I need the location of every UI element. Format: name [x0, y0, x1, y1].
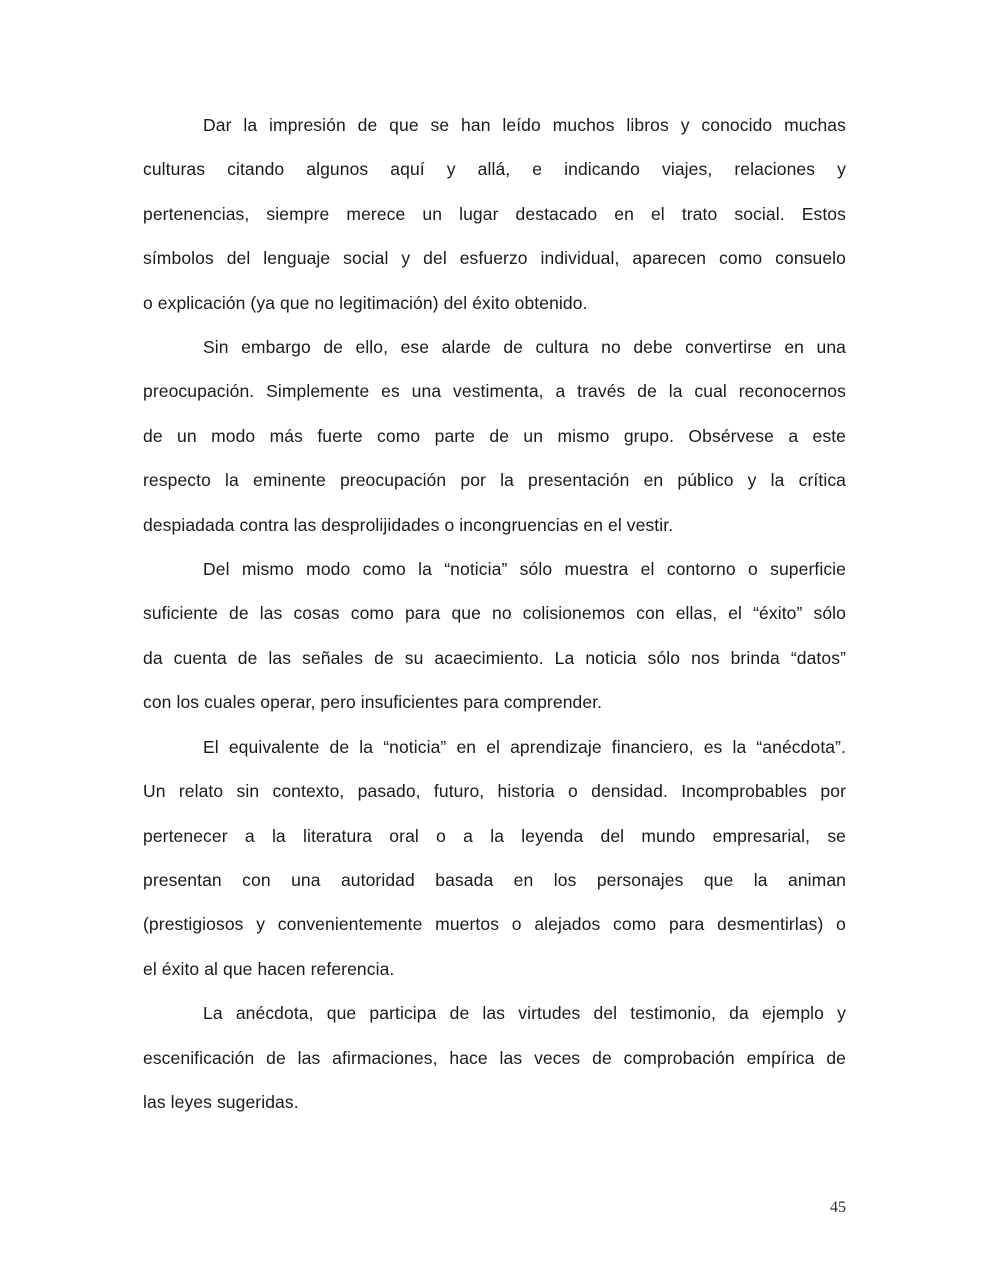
text-line: despiadada contra las desprolijidades o incongruencias en el vestir. — [143, 514, 674, 535]
text-line: El equivalente de la “noticia” en el aprendizaje financiero, es la “anécdota”. — [203, 736, 846, 757]
paragraph — [143, 991, 846, 1124]
text-line: o explicación (ya que no legitimación) del éxito obtenido. — [143, 292, 588, 313]
text-line: presentan con una autoridad basada en los personajes que la animan — [143, 869, 846, 890]
text-line: preocupación. Simplemente es una vestimenta, a través de la cual reconocernos — [143, 381, 846, 402]
text-line: suficiente de las cosas como para que no colisionemos con ellas, el “éxito” sólo — [143, 603, 846, 624]
paragraph — [143, 725, 846, 991]
text-line: las leyes sugeridas. — [143, 1091, 299, 1112]
text-line: da cuenta de las señales de su acaecimiento. La noticia sólo nos brinda “datos” — [143, 647, 846, 668]
text-line: pertenencias, siempre merece un lugar destacado en el trato social. Estos — [143, 203, 846, 224]
text-line: escenificación de las afirmaciones, hace las veces de comprobación empírica de — [143, 1047, 846, 1068]
page-body — [143, 103, 846, 1124]
text-line: respecto la eminente preocupación por la presentación en público y la crítica — [143, 470, 846, 491]
text-line: con los cuales operar, pero insuficientes para comprender. — [143, 692, 603, 713]
text-line: culturas citando algunos aquí y allá, e indicando viajes, relaciones y — [143, 159, 846, 180]
text-line: de un modo más fuerte como parte de un mismo grupo. Obsérvese a este — [143, 425, 846, 446]
text-line: Dar la impresión de que se han leído muchos libros y conocido muchas — [203, 115, 846, 135]
page-number: 45 — [830, 1199, 846, 1216]
text-line: (prestigiosos y convenientemente muertos o alejados como para desmentirlas) o — [143, 914, 846, 935]
paragraph — [143, 103, 846, 325]
text-line: Sin embargo de ello, ese alarde de cultura no debe convertirse en una — [203, 337, 846, 358]
text-line: Del mismo modo como la “noticia” sólo muestra el contorno o superficie — [203, 559, 846, 580]
paragraph — [143, 547, 846, 725]
text-line: pertenecer a la literatura oral o a la leyenda del mundo empresarial, se — [143, 825, 846, 846]
text-line: La anécdota, que participa de las virtudes del testimonio, da ejemplo y — [203, 1003, 846, 1024]
text-line: símbolos del lenguaje social y del esfuerzo individual, aparecen como consuelo — [143, 248, 846, 269]
paragraph — [143, 325, 846, 547]
text-line: Un relato sin contexto, pasado, futuro, historia o densidad. Incomprobables por — [143, 781, 846, 802]
text-line: el éxito al que hacen referencia. — [143, 958, 395, 979]
